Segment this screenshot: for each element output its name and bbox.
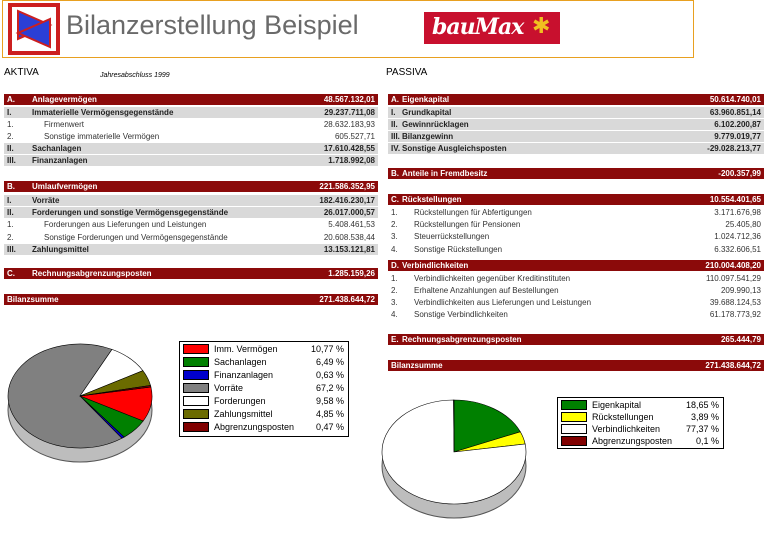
row-key: 4. xyxy=(391,245,398,254)
row-label: Sonstige Rückstellungen xyxy=(414,245,503,254)
row-label: Grundkapital xyxy=(402,108,452,117)
passiva-pie-chart xyxy=(376,390,552,540)
balance-row xyxy=(4,119,378,130)
legend-entry xyxy=(558,434,723,448)
balance-row xyxy=(388,207,764,218)
row-key: IV. xyxy=(391,144,401,153)
row-key: C. xyxy=(7,269,15,278)
row-label: Rechnungsabgrenzungsposten xyxy=(32,269,152,278)
row-key: III. xyxy=(7,245,16,254)
legend-entry xyxy=(180,368,348,382)
balance-row xyxy=(388,194,764,205)
row-value: 110.097.541,29 xyxy=(705,274,761,283)
row-label: Forderungen aus Lieferungen und Leistungen xyxy=(44,220,207,229)
row-value: -200.357,99 xyxy=(718,169,761,178)
row-value: 6.102.200,87 xyxy=(714,120,761,129)
row-value: 20.608.538,44 xyxy=(323,233,375,242)
legend-label: Finanzanlagen xyxy=(214,370,274,380)
row-label: Verbindlichkeiten gegenüber Kreditinstituten xyxy=(414,274,571,283)
row-value: 39.688.124,53 xyxy=(709,298,761,307)
balance-row xyxy=(4,244,378,255)
row-label: Vorräte xyxy=(32,196,60,205)
row-key: III. xyxy=(7,156,16,165)
row-label: Bilanzsumme xyxy=(391,361,443,370)
row-label: Sonstige Forderungen und Vermögensgegenstände xyxy=(44,233,228,242)
legend-value: 67,2 % xyxy=(315,383,344,393)
balance-row xyxy=(4,107,378,118)
row-key: 1. xyxy=(391,274,398,283)
row-value: 605.527,71 xyxy=(334,132,375,141)
row-value: 17.610.428,55 xyxy=(323,144,375,153)
balance-row xyxy=(388,219,764,230)
row-value: 61.178.773,92 xyxy=(709,310,761,319)
row-value: -29.028.213,77 xyxy=(707,144,761,153)
legend-value: 6,49 % xyxy=(315,357,344,367)
balance-row xyxy=(4,131,378,142)
legend-value: 18,65 % xyxy=(685,400,719,410)
row-key: II. xyxy=(391,120,398,129)
balance-row xyxy=(388,309,764,320)
row-value: 271.438.644,72 xyxy=(705,361,761,370)
legend-swatch xyxy=(561,436,587,446)
balance-row xyxy=(388,360,764,371)
row-key: 2. xyxy=(391,286,398,295)
balance-row xyxy=(388,168,764,179)
legend-swatch xyxy=(183,422,209,432)
passiva-heading: PASSIVA xyxy=(386,67,428,78)
balance-row xyxy=(388,231,764,242)
legend-entry xyxy=(180,355,348,369)
row-key: B. xyxy=(7,182,15,191)
balance-row xyxy=(388,244,764,255)
balance-row xyxy=(388,273,764,284)
legend-entry xyxy=(180,381,348,395)
row-value: 221.586.352,95 xyxy=(319,182,375,191)
legend-swatch xyxy=(183,409,209,419)
balance-row xyxy=(388,119,764,130)
legend-swatch xyxy=(183,357,209,367)
row-key: I. xyxy=(391,108,396,117)
row-label: Zahlungsmittel xyxy=(32,245,89,254)
row-value: 13.153.121,81 xyxy=(323,245,375,254)
row-key: II. xyxy=(7,144,14,153)
row-label: Sonstige Verbindlichkeiten xyxy=(414,310,508,319)
legend-label: Sachanlagen xyxy=(214,357,267,367)
legend-label: Abgrenzungsposten xyxy=(592,436,673,446)
row-value: 182.416.230,17 xyxy=(319,196,375,205)
row-label: Umlaufvermögen xyxy=(32,182,98,191)
legend-value: 9,58 % xyxy=(315,396,344,406)
legend-swatch xyxy=(183,396,209,406)
legend-entry xyxy=(180,342,348,356)
row-value: 265.444,79 xyxy=(720,335,761,344)
row-key: 1. xyxy=(391,208,398,217)
page-title: Bilanzerstellung Beispiel xyxy=(66,10,359,40)
legend-label: Vorräte xyxy=(214,383,244,393)
row-value: 209.990,13 xyxy=(720,286,761,295)
row-key: 2. xyxy=(391,220,398,229)
row-label: Sonstige immaterielle Vermögen xyxy=(44,132,160,141)
legend-label: Forderungen xyxy=(214,396,266,406)
row-value: 50.614.740,01 xyxy=(709,95,761,104)
row-value: 26.017.000,57 xyxy=(323,208,375,217)
row-key: II. xyxy=(7,208,14,217)
legend-value: 77,37 % xyxy=(685,424,719,434)
legend-entry xyxy=(180,407,348,421)
row-value: 29.237.711,08 xyxy=(324,108,375,117)
balance-row xyxy=(4,294,378,305)
row-label: Erhaltene Anzahlungen auf Bestellungen xyxy=(414,286,559,295)
row-key: 3. xyxy=(391,298,398,307)
row-label: Immaterielle Vermögensgegenstände xyxy=(32,108,174,117)
row-key: III. xyxy=(391,132,400,141)
balance-row xyxy=(388,131,764,142)
row-key: 4. xyxy=(391,310,398,319)
row-key: A. xyxy=(391,95,399,104)
row-label: Firmenwert xyxy=(44,120,85,129)
row-label: Rückstellungen für Pensionen xyxy=(414,220,521,229)
row-label: Bilanzsumme xyxy=(7,295,59,304)
row-label: Rückstellungen für Abfertigungen xyxy=(414,208,532,217)
row-label: Anteile in Fremdbesitz xyxy=(402,169,488,178)
legend-label: Rückstellungen xyxy=(592,412,654,422)
legend-label: Abgrenzungsposten xyxy=(214,422,295,432)
legend-entry xyxy=(180,420,348,434)
row-key: 3. xyxy=(391,232,398,241)
row-label: Finanzanlagen xyxy=(32,156,88,165)
aktiva-heading: AKTIVA xyxy=(4,67,39,78)
row-value: 25.405,80 xyxy=(725,220,761,229)
legend-label: Zahlungsmittel xyxy=(214,409,273,419)
balance-row xyxy=(4,94,378,105)
legend-swatch xyxy=(561,400,587,410)
legend-swatch xyxy=(561,412,587,422)
row-label: Eigenkapital xyxy=(402,95,450,104)
legend-swatch xyxy=(183,344,209,354)
balance-row xyxy=(388,297,764,308)
passiva-legend xyxy=(557,397,724,449)
row-key: C. xyxy=(391,195,399,204)
brand-name: bauMax xyxy=(432,14,524,40)
row-label: Forderungen und sonstige Vermögensgegenstände xyxy=(32,208,229,217)
row-label: Verbindlichkeiten aus Lieferungen und Leistungen xyxy=(414,298,592,307)
row-label: Gewinnrücklagen xyxy=(402,120,469,129)
row-value: 1.285.159,26 xyxy=(328,269,375,278)
row-value: 5.408.461,53 xyxy=(328,220,375,229)
row-label: Sachanlagen xyxy=(32,144,82,153)
aktiva-legend xyxy=(179,341,349,437)
row-label: Verbindlichkeiten xyxy=(402,261,469,270)
row-value: 1.718.992,08 xyxy=(328,156,375,165)
aktiva-pie-chart xyxy=(2,332,178,482)
row-label: Anlagevermögen xyxy=(32,95,97,104)
row-value: 1.024.712,36 xyxy=(714,232,761,241)
row-value: 10.554.401,65 xyxy=(709,195,761,204)
legend-value: 10,77 % xyxy=(310,344,344,354)
passiva-table xyxy=(388,94,764,374)
balance-row xyxy=(4,219,378,230)
balance-row xyxy=(388,143,764,154)
row-key: 1. xyxy=(7,220,14,229)
row-value: 6.332.606,51 xyxy=(714,245,761,254)
row-label: Sonstige Ausgleichsposten xyxy=(402,144,507,153)
legend-value: 0,1 % xyxy=(695,436,719,446)
legend-label: Verbindlichkeiten xyxy=(592,424,661,434)
row-label: Rechnungsabgrenzungsposten xyxy=(402,335,522,344)
row-value: 63.960.851,14 xyxy=(709,108,761,117)
aktiva-table xyxy=(4,94,378,314)
balance-row xyxy=(4,181,378,192)
row-key: B. xyxy=(391,169,399,178)
legend-swatch xyxy=(183,383,209,393)
aktiva-subheading: Jahresabschluss 1999 xyxy=(100,72,170,79)
legend-value: 0,63 % xyxy=(315,370,344,380)
balance-row xyxy=(388,260,764,271)
row-key: D. xyxy=(391,261,399,270)
legend-value: 3,89 % xyxy=(690,412,719,422)
row-key: 2. xyxy=(7,132,14,141)
row-key: I. xyxy=(7,196,12,205)
row-value: 210.004.408,20 xyxy=(705,261,761,270)
row-key: A. xyxy=(7,95,15,104)
balance-row xyxy=(4,207,378,218)
row-value: 9.779.019,77 xyxy=(714,132,761,141)
row-value: 48.567.132,01 xyxy=(323,95,375,104)
legend-entry xyxy=(180,394,348,408)
legend-label: Eigenkapital xyxy=(592,400,642,410)
balance-row xyxy=(388,107,764,118)
legend-value: 0,47 % xyxy=(315,422,344,432)
balance-row xyxy=(4,195,378,206)
row-label: Bilanzgewinn xyxy=(402,132,454,141)
row-value: 28.632.183,93 xyxy=(323,120,375,129)
balance-row xyxy=(388,334,764,345)
balance-row xyxy=(4,155,378,166)
row-key: 2. xyxy=(7,233,14,242)
legend-value: 4,85 % xyxy=(315,409,344,419)
legend-label: Imm. Vermögen xyxy=(214,344,278,354)
star-icon: ✱ xyxy=(532,13,551,38)
balance-row xyxy=(4,232,378,243)
row-label: Steuerrückstellungen xyxy=(414,232,490,241)
row-key: E. xyxy=(391,335,399,344)
balance-row xyxy=(388,94,764,105)
row-value: 271.438.644,72 xyxy=(319,295,375,304)
row-key: 1. xyxy=(7,120,14,129)
row-value: 3.171.676,98 xyxy=(714,208,761,217)
legend-swatch xyxy=(561,424,587,434)
row-key: I. xyxy=(7,108,12,117)
logo-icon xyxy=(8,3,60,55)
balance-row xyxy=(4,268,378,279)
row-label: Rückstellungen xyxy=(402,195,462,204)
balance-row xyxy=(4,143,378,154)
legend-swatch xyxy=(183,370,209,380)
balance-row xyxy=(388,285,764,296)
